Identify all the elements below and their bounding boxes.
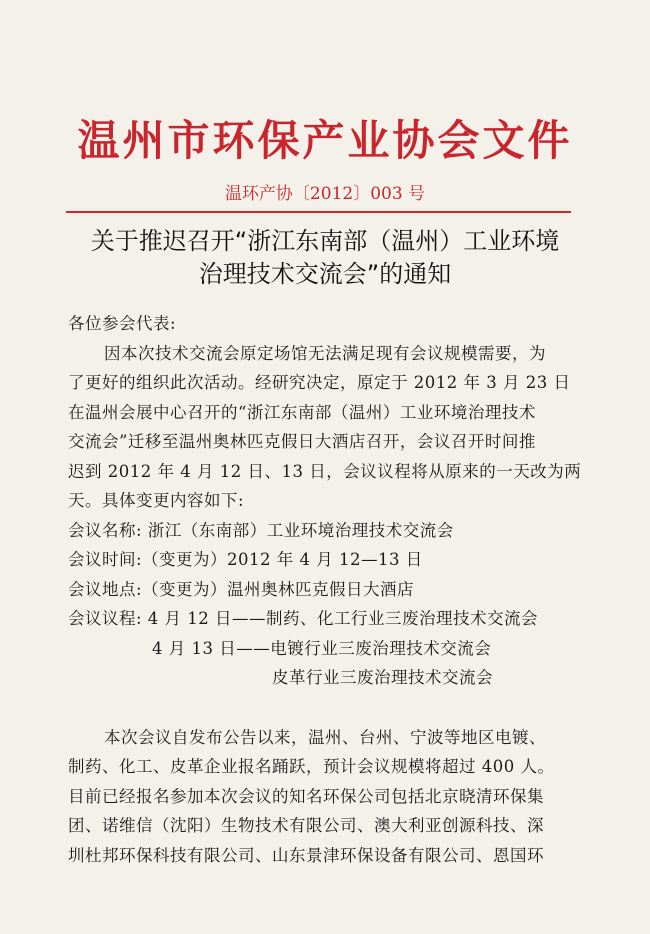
meeting-time: 会议时间:（变更为）2012 年 4 月 12—13 日: [68, 550, 423, 569]
meeting-agenda-day2-extra: 皮革行业三废治理技术交流会: [272, 668, 493, 687]
meeting-agenda-day2: 4 月 13 日——电镀行业三废治理技术交流会: [152, 638, 492, 658]
paragraph-line: 团、诺维信（沈阳）生物技术有限公司、澳大利亚创源科技、深: [68, 816, 544, 835]
notice-body: [68, 309, 588, 870]
meeting-name: 会议名称: 浙江（东南部）工业环境治理技术交流会: [68, 520, 454, 540]
paragraph-line: 交流会”迁移至温州奥林匹克假日大酒店召开，会议召开时间推: [68, 432, 536, 451]
salutation: 各位参会代表:: [68, 314, 177, 333]
paragraph-line: 本次会议自发布公告以来，温州、台州、宁波等地区电镀、: [104, 727, 546, 747]
paragraph-gap: [68, 693, 588, 723]
paragraph-line: 圳杜邦环保科技有限公司、山东景津环保设备有限公司、恩国环: [68, 845, 544, 865]
paragraph-line: 因本次技术交流会原定场馆无法满足现有会议规模需要，为: [104, 343, 546, 363]
paragraph-line: 制药、化工、皮革企业报名踊跃，预计会议规模将超过 400 人。: [68, 757, 555, 776]
paragraph-line: 在温州会展中心召开的“浙江东南部（温州）工业环境治理技术: [68, 402, 536, 422]
meeting-venue: 会议地点:（变更为）温州奥林匹克假日大酒店: [68, 579, 415, 599]
paragraph-line: 了更好的组织此次活动。经研究决定，原定于 2012 年 3 月 23 日: [68, 373, 571, 392]
document-header-title: 温州市环保产业协会文件: [77, 116, 573, 165]
meeting-agenda-day1: 会议议程: 4 月 12 日——制药、化工行业三废治理技术交流会: [68, 609, 539, 628]
paragraph-line: 天。具体变更内容如下:: [68, 491, 245, 510]
subject-line: 关于推迟召开“浙江东南部（温州）工业环境: [90, 227, 560, 255]
paragraph-line: 目前已经报名参加本次会议的知名环保公司包括北京晓清环保集: [68, 786, 544, 806]
subject-line: 治理技术交流会”的通知: [198, 260, 452, 288]
document-number: 温环产协〔2012〕003 号: [224, 184, 426, 204]
paragraph-line: 迟到 2012 年 4 月 12 日、13 日，会议议程将从原来的一天改为两: [68, 461, 582, 481]
header-red-rule: [66, 211, 571, 213]
notice-subject: [0, 225, 650, 291]
